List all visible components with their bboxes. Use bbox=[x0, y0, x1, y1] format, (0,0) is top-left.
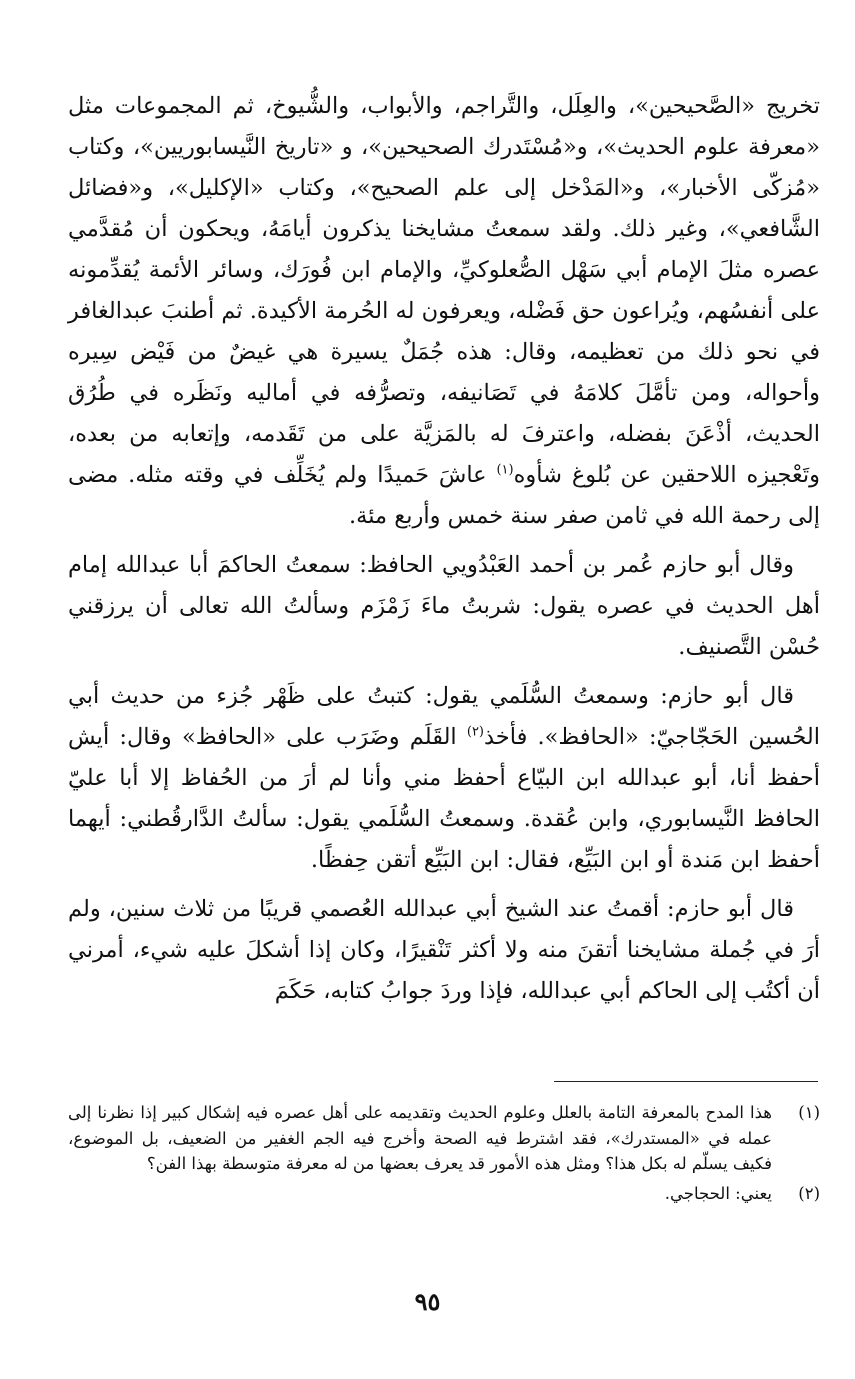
paragraph-1 bbox=[68, 86, 820, 537]
footnote-ref-1[interactable]: (١) bbox=[496, 462, 514, 478]
paragraph-3 bbox=[68, 676, 820, 881]
footnote-text: هذا المدح بالمعرفة التامة بالعلل وعلوم الحديث وتقديمه على أهل عصره فيه إشكال كبير إذا نظرنا إلى عمله في «المستدرك»، فقد اشترط فيه الصحة وأخرج فيه الجم الغفير من الضعيف، بل الموضوع، فكيف يسلّم له بكل هذا؟ ومثل هذه الأمور قد يعرف بعضها من له معرفة متوسطة بهذا الفن؟ bbox=[68, 1103, 772, 1173]
footnote-number: (٢) bbox=[798, 1183, 820, 1203]
footnote-1 bbox=[68, 1100, 820, 1177]
paragraph-text: وقال أبو حازم عُمر بن أحمد العَبْدُويي الحافظ: سمعتُ الحاكمَ أبا عبدالله إمام أهل الحديث في عصره يقول: شربتُ ماءَ زَمْزَم وسألتُ الله تعالى أن يرزقني حُسْن التَّصنيف. bbox=[68, 552, 820, 660]
paragraph-4 bbox=[68, 889, 820, 1012]
footnote-number: (١) bbox=[798, 1103, 820, 1122]
footnote-2 bbox=[68, 1181, 820, 1207]
paragraph-text-cont: عاشَ حَميدًا ولم يُخَلِّف في وقته مثله. مضى إلى رحمة الله في ثامن صفر سنة خمس وأربع مئة. bbox=[68, 462, 820, 529]
footnote-ref-2[interactable]: (٢) bbox=[466, 724, 484, 740]
paragraph-text-cont: القَلَم وضَرَب على «الحافظ» وقال: أيش أحفظ أنا، أبو عبدالله ابن البيّاع أحفظ مني وأنا لم أرَ من الحُفاظ إلا أبا عليّ الحافظ النَّيسابوري، وابن عُقدة. وسمعتُ السُّلَمي يقول: سألتُ الدَّارقُطني: أيهما أحفظ ابن مَندة أو ابن البَيِّع، فقال: ابن البَيِّع أتقن حِفظًا. bbox=[68, 724, 820, 873]
paragraph-2 bbox=[68, 545, 820, 668]
paragraph-text: قال أبو حازم: أقمتُ عند الشيخ أبي عبدالله العُصمي قريبًا من ثلاث سنين، ولم أرَ في جُملة مشايخنا أتقنَ منه ولا أكثر تَنْقيرًا، وكان إذا أشكلَ عليه شيء، أمرني أن أكتُب إلى الحاكم أبي عبدالله، فإذا وردَ جوابُ كتابه، حَكَمَ bbox=[68, 896, 820, 1004]
main-text bbox=[68, 86, 820, 1012]
page-number: ٩٥ bbox=[414, 1287, 441, 1316]
footnote-text: يعني: الحجاجي. bbox=[664, 1183, 772, 1203]
footnotes bbox=[68, 1100, 820, 1210]
paragraph-text: تخريج «الصَّحيحين»، والعِلَل، والتَّراجم، والأبواب، والشُّيوخ، ثم المجموعات مثل «معرفة علوم الحديث»، و«مُسْتَدرك الصحيحين»، و «تاريخ النَّيسابوريين»، وكتاب «مُزكّى الأخبار»، و«المَدْخل إلى علم الصحيح»، وكتاب «الإكليل»، و«فضائل الشَّافعي»، وغير ذلك. ولقد سمعتُ مشايخنا يذكرون أيامَهُ، ويحكون أن مُقدَّمي عصره مثلَ الإمام أبي سَهْل الصُّعلوكيِّ، والإمام ابن فُورَك، وسائر الأئمة يُقدِّمونه على أنفسُهم، ويُراعون حق فَضْله، ويعرفون له الحُرمة الأكيدة. ثم أطنبَ عبدالغافر في نحو ذلك من تعظيمه، وقال: هذه جُمَلٌ يسيرة هي غيضٌ من فَيْض سِيره وأحواله، ومن تأمَّلَ كلامَهُ في تَصَانيفه، وتصرُّفه في أماليه ونَظَره في طُرُق الحديث، أذْعَنَ بفضله، واعترفَ له بالمَزيَّة على من تَقَدمه، وإتعابه من بعده، وتَعْجيزه اللاحقين عن بُلوغ شأوه bbox=[68, 93, 820, 488]
paragraph-text: قال أبو حازم: وسمعتُ السُّلَمي يقول: كتبتُ على ظَهْر جُزء من حديث أبي الحُسين الحَجّاجيّ: «الحافظ». فأخذ bbox=[68, 683, 820, 750]
footnote-separator bbox=[554, 1081, 818, 1082]
